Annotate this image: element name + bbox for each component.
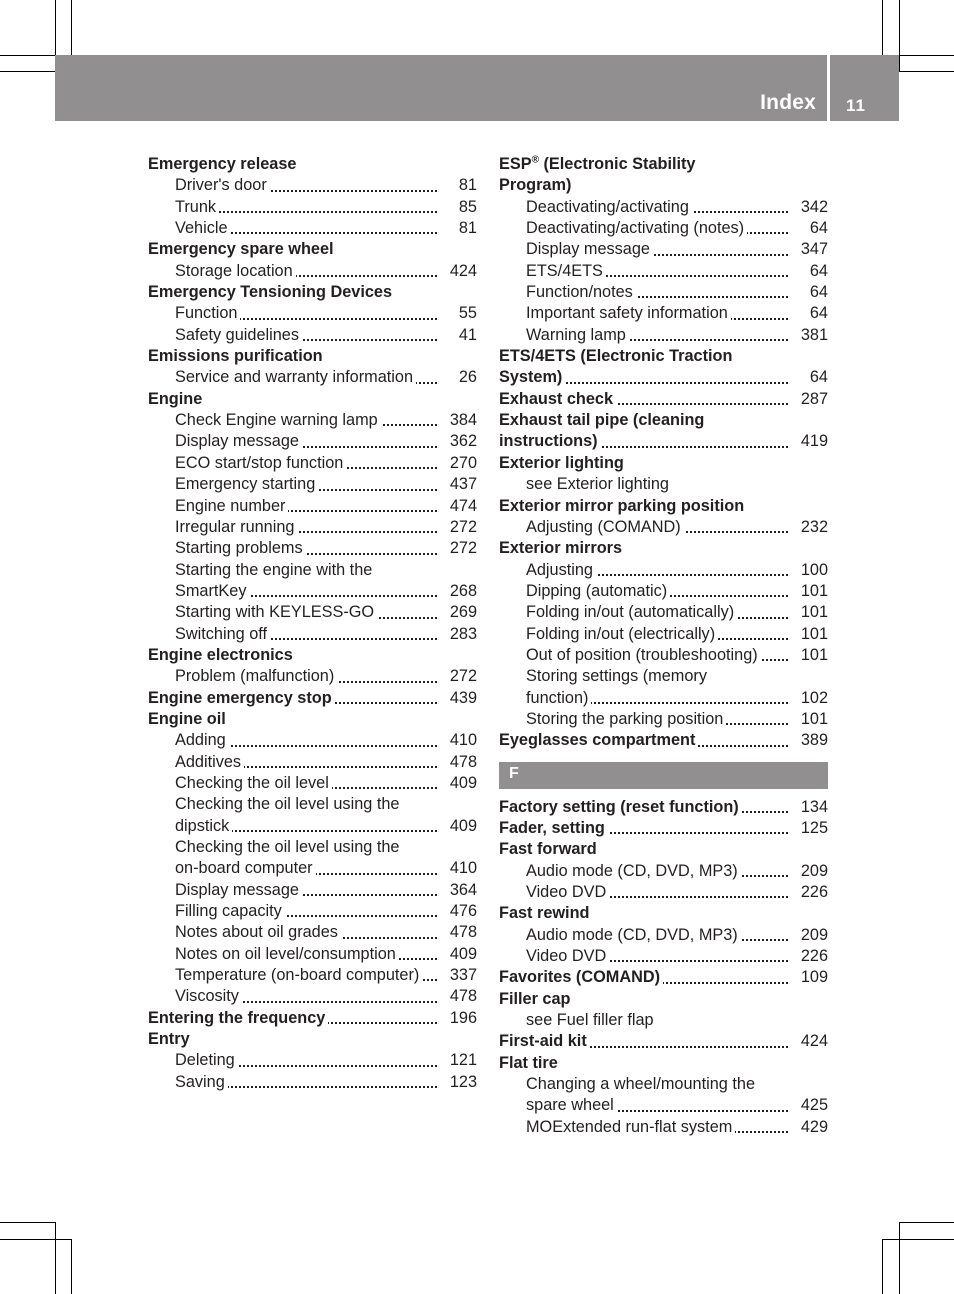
entry-text: ETS/4ETS — [526, 262, 606, 280]
page-reference: 268 — [446, 581, 477, 602]
index-subentry — [499, 303, 828, 324]
entry-text: Program) — [499, 176, 574, 194]
entry-text: Eyeglasses compartment — [499, 731, 698, 749]
entry-text: Fast forward — [499, 840, 600, 858]
entry-text: Function — [175, 304, 240, 322]
entry-text: Starting with KEYLESS-GO — [175, 603, 377, 621]
page-reference: 270 — [446, 453, 477, 474]
page-number-box — [830, 55, 899, 121]
index-entry — [499, 367, 828, 388]
page-reference: 101 — [797, 581, 828, 602]
index-subentry — [499, 925, 828, 946]
index-subentry — [148, 880, 477, 901]
index-subentry — [148, 794, 477, 815]
index-subentry — [499, 282, 828, 303]
index-entry — [148, 154, 477, 175]
index-subentry — [148, 581, 477, 602]
index-subentry — [148, 1050, 477, 1071]
page-reference: 389 — [797, 730, 828, 751]
entry-text: Folding in/out (electrically) — [526, 625, 718, 643]
entry-text: Adding — [175, 731, 229, 749]
page-reference: 474 — [446, 496, 477, 517]
page-reference: 64 — [806, 303, 828, 324]
index-subentry — [148, 816, 477, 837]
index-subentry — [148, 431, 477, 452]
page-reference: 283 — [446, 624, 477, 645]
index-entry — [148, 645, 477, 666]
crop-mark — [882, 1239, 954, 1240]
page-reference: 102 — [797, 688, 828, 709]
index-entry — [499, 410, 828, 431]
entry-text: Deactivating/activating (notes) — [526, 219, 747, 237]
page-reference: 123 — [446, 1072, 477, 1093]
entry-text: Viscosity — [175, 987, 242, 1005]
entry-text: ETS/4ETS (Electronic Traction — [499, 347, 735, 365]
entry-text: Function/notes — [526, 283, 636, 301]
entry-text: Out of position (troubleshooting) — [526, 646, 761, 664]
page-reference: 272 — [446, 517, 477, 538]
page-reference: 287 — [797, 389, 828, 410]
index-subentry — [499, 517, 828, 538]
crop-mark — [882, 1239, 883, 1294]
index-subentry — [148, 730, 477, 751]
page-reference: 381 — [797, 325, 828, 346]
page-reference: 101 — [797, 624, 828, 645]
entry-text: Starting the engine with the — [175, 561, 375, 579]
page-reference: 121 — [446, 1050, 477, 1071]
page-reference: 109 — [797, 967, 828, 988]
crop-mark — [0, 55, 55, 56]
entry-text: on-board computer — [175, 859, 316, 877]
page-reference: 384 — [446, 410, 477, 431]
entry-text: Display message — [526, 240, 653, 258]
index-subentry — [499, 688, 828, 709]
page-reference: 226 — [797, 946, 828, 967]
entry-text: instructions) — [499, 432, 601, 450]
index-subentry — [499, 581, 828, 602]
index-subentry — [148, 538, 477, 559]
entry-text: Notes about oil grades — [175, 923, 341, 941]
entry-text: First-aid kit — [499, 1032, 590, 1050]
page-reference: 439 — [446, 688, 477, 709]
page-header — [55, 55, 827, 121]
page-reference: 64 — [806, 218, 828, 239]
page-reference: 364 — [446, 880, 477, 901]
index-subentry — [148, 965, 477, 986]
page-reference: 409 — [446, 816, 477, 837]
page-reference: 409 — [446, 944, 477, 965]
section-letter: F — [509, 764, 519, 782]
index-entry — [499, 538, 828, 559]
index-entry — [499, 839, 828, 860]
index-subentry — [499, 666, 828, 687]
entry-text: ECO start/stop function — [175, 454, 346, 472]
entry-text: MOExtended run-flat system — [526, 1118, 735, 1136]
entry-text: Display message — [175, 881, 302, 899]
entry-text: System) — [499, 368, 565, 386]
entry-text: Flat tire — [499, 1054, 561, 1072]
index-subentry — [499, 946, 828, 967]
page-reference: 85 — [455, 197, 477, 218]
entry-text: Problem (malfunction) — [175, 667, 337, 685]
index-subentry — [148, 367, 477, 388]
index-subentry — [499, 602, 828, 623]
entry-text: Exhaust check — [499, 390, 616, 408]
entry-text: spare wheel — [526, 1096, 617, 1114]
entry-text: Exterior lighting — [499, 454, 627, 472]
entry-text: Emergency spare wheel — [148, 240, 337, 258]
entry-text: Vehicle — [175, 219, 231, 237]
page-reference: 425 — [797, 1095, 828, 1116]
entry-text: Entry — [148, 1030, 193, 1048]
page-reference: 478 — [446, 922, 477, 943]
page-reference: 134 — [797, 797, 828, 818]
index-subentry — [499, 325, 828, 346]
entry-text: Entering the frequency — [148, 1009, 328, 1027]
index-subentry — [148, 752, 477, 773]
entry-text: Checking the oil level using the — [175, 795, 402, 813]
index-subentry — [148, 944, 477, 965]
page-reference: 337 — [446, 965, 477, 986]
page-reference: 101 — [797, 709, 828, 730]
entry-text: see Exterior lighting — [526, 475, 672, 493]
index-entry — [499, 346, 828, 367]
crop-mark — [899, 55, 954, 56]
crop-mark — [0, 1222, 55, 1223]
index-subentry — [148, 303, 477, 324]
page-number: 11 — [846, 96, 866, 115]
index-entry — [499, 1053, 828, 1074]
page-reference: 81 — [455, 218, 477, 239]
entry-text: Adjusting — [526, 561, 596, 579]
entry-text: Factory setting (reset function) — [499, 798, 742, 816]
page-reference: 64 — [806, 367, 828, 388]
index-subentry — [148, 218, 477, 239]
entry-text: Audio mode (CD, DVD, MP3) — [526, 926, 741, 944]
index-subentry — [148, 474, 477, 495]
crop-mark — [882, 0, 883, 55]
page-reference: 101 — [797, 602, 828, 623]
entry-text: Notes on oil level/consumption — [175, 945, 399, 963]
page-reference: 41 — [455, 325, 477, 346]
entry-text: Trunk — [175, 198, 219, 216]
page-reference: 101 — [797, 645, 828, 666]
entry-text: Starting problems — [175, 539, 306, 557]
section-header — [499, 762, 828, 789]
index-subentry — [148, 517, 477, 538]
index-entry — [499, 989, 828, 1010]
index-subentry — [148, 410, 477, 431]
entry-text: Storage location — [175, 262, 296, 280]
entry-text: Driver's door — [175, 176, 270, 194]
index-subentry — [148, 922, 477, 943]
entry-text: Check Engine warning lamp — [175, 411, 381, 429]
index-entry — [499, 389, 828, 410]
page-reference: 362 — [446, 431, 477, 452]
entry-text: Storing the parking position — [526, 710, 726, 728]
index-entry — [148, 239, 477, 260]
index-subentry — [148, 901, 477, 922]
page-reference: 410 — [446, 858, 477, 879]
entry-text: Dipping (automatic) — [526, 582, 670, 600]
page-reference: 55 — [455, 303, 477, 324]
entry-text: Emergency Tensioning Devices — [148, 283, 395, 301]
page-reference: 476 — [446, 901, 477, 922]
index-entry — [148, 1008, 477, 1029]
entry-text: Saving — [175, 1073, 228, 1091]
index-subentry — [499, 261, 828, 282]
index-subentry — [499, 1095, 828, 1116]
index-subentry — [148, 858, 477, 879]
page-reference: 196 — [446, 1008, 477, 1029]
index-column-left — [148, 154, 477, 1093]
page-reference: 410 — [446, 730, 477, 751]
page-reference: 269 — [446, 602, 477, 623]
entry-text: Engine emergency stop — [148, 689, 335, 707]
entry-text: dipstick — [175, 817, 232, 835]
crop-mark — [71, 1239, 72, 1294]
entry-text: Engine number — [175, 497, 288, 515]
page-title: Index — [760, 91, 816, 114]
entry-text: Checking the oil level using the — [175, 838, 402, 856]
page-reference: 272 — [446, 666, 477, 687]
index-subentry — [148, 197, 477, 218]
crop-mark — [55, 1222, 56, 1294]
index-subentry — [499, 624, 828, 645]
crop-mark — [899, 0, 900, 71]
page-reference: 64 — [806, 261, 828, 282]
entry-text: Fader, setting — [499, 819, 608, 837]
index-entry — [499, 431, 828, 452]
entry-text: Filler cap — [499, 990, 574, 1008]
index-entry — [499, 730, 828, 751]
crop-mark — [899, 1222, 954, 1223]
index-subentry — [148, 496, 477, 517]
entry-text: Safety guidelines — [175, 326, 302, 344]
crop-mark — [899, 1222, 900, 1294]
entry-text: Filling capacity — [175, 902, 285, 920]
index-subentry — [148, 453, 477, 474]
index-subentry — [499, 1074, 828, 1095]
index-subentry — [499, 218, 828, 239]
index-entry — [499, 175, 828, 196]
entry-text: SmartKey — [175, 582, 249, 600]
index-subentry — [148, 560, 477, 581]
crop-mark — [71, 0, 72, 55]
index-subentry — [148, 602, 477, 623]
page-reference: 437 — [446, 474, 477, 495]
index-entry — [499, 967, 828, 988]
index-entry — [148, 389, 477, 410]
index-entry — [499, 903, 828, 924]
index-entry — [499, 154, 828, 175]
index-entry — [148, 688, 477, 709]
entry-text: Fast rewind — [499, 904, 592, 922]
index-entry — [499, 797, 828, 818]
entry-text: Engine electronics — [148, 646, 296, 664]
entry-text: Emergency starting — [175, 475, 318, 493]
index-entry — [499, 1031, 828, 1052]
entry-text: Irregular running — [175, 518, 297, 536]
entry-text: Additives — [175, 753, 244, 771]
index-entry — [499, 818, 828, 839]
index-entry — [499, 496, 828, 517]
page-reference: 478 — [446, 752, 477, 773]
entry-text: Emissions purification — [148, 347, 326, 365]
entry-text: Checking the oil level — [175, 774, 332, 792]
page-reference: 64 — [806, 282, 828, 303]
page-reference: 209 — [797, 861, 828, 882]
entry-text: Deactivating/activating — [526, 198, 692, 216]
index-subentry — [148, 666, 477, 687]
index-subentry — [499, 645, 828, 666]
entry-text: Video DVD — [526, 947, 609, 965]
page-reference: 226 — [797, 882, 828, 903]
crop-mark — [0, 1239, 71, 1240]
entry-text: Service and warranty information — [175, 368, 416, 386]
index-subentry — [148, 261, 477, 282]
entry-text: Temperature (on-board computer) — [175, 966, 422, 984]
index-column-right — [499, 154, 828, 1138]
index-subentry — [499, 861, 828, 882]
page-reference: 347 — [797, 239, 828, 260]
entry-text: Storing settings (memory — [526, 667, 710, 685]
index-subentry — [148, 1072, 477, 1093]
page-reference: 81 — [455, 175, 477, 196]
page-reference: 272 — [446, 538, 477, 559]
page-reference: 26 — [455, 367, 477, 388]
page-reference: 424 — [797, 1031, 828, 1052]
index-subentry — [148, 325, 477, 346]
entry-text: Video DVD — [526, 883, 609, 901]
index-subentry — [499, 197, 828, 218]
entry-text: Emergency release — [148, 155, 299, 173]
entry-text: see Fuel filler flap — [526, 1011, 657, 1029]
index-subentry — [148, 837, 477, 858]
entry-text: Exterior mirror parking position — [499, 497, 747, 515]
index-entry — [148, 1029, 477, 1050]
page-reference: 342 — [797, 197, 828, 218]
page-reference: 419 — [797, 431, 828, 452]
entry-text: Engine oil — [148, 710, 229, 728]
page-reference: 100 — [797, 560, 828, 581]
index-entry — [148, 346, 477, 367]
entry-text: Display message — [175, 432, 302, 450]
entry-text: Switching off — [175, 625, 270, 643]
index-subentry — [499, 239, 828, 260]
entry-text: Favorites (COMAND) — [499, 968, 663, 986]
entry-text: ESP® (Electronic Stability — [499, 155, 699, 173]
entry-text: Engine — [148, 390, 205, 408]
entry-text: Important safety information — [526, 304, 731, 322]
entry-text: Deleting — [175, 1051, 238, 1069]
index-subentry — [499, 1117, 828, 1138]
crop-mark — [899, 71, 954, 72]
index-subentry — [148, 773, 477, 794]
crop-mark — [55, 0, 56, 55]
entry-text: Warning lamp — [526, 326, 629, 344]
page-reference: 409 — [446, 773, 477, 794]
entry-text: Audio mode (CD, DVD, MP3) — [526, 862, 741, 880]
index-entry — [148, 709, 477, 730]
index-subentry — [148, 175, 477, 196]
page-reference: 125 — [797, 818, 828, 839]
entry-text: Changing a wheel/mounting the — [526, 1075, 758, 1093]
page-reference: 232 — [797, 517, 828, 538]
index-subentry — [148, 986, 477, 1007]
entry-text: function) — [526, 689, 591, 707]
entry-text: Exhaust tail pipe (cleaning — [499, 411, 707, 429]
index-subentry — [499, 709, 828, 730]
entry-text: Adjusting (COMAND) — [526, 518, 684, 536]
page-reference: 429 — [797, 1117, 828, 1138]
entry-text: Exterior mirrors — [499, 539, 625, 557]
index-entry — [148, 282, 477, 303]
page-reference: 424 — [446, 261, 477, 282]
page-reference: 209 — [797, 925, 828, 946]
index-subentry — [499, 560, 828, 581]
index-subentry — [499, 474, 828, 495]
entry-text: Folding in/out (automatically) — [526, 603, 737, 621]
crop-mark — [0, 71, 55, 72]
index-subentry — [148, 624, 477, 645]
index-subentry — [499, 882, 828, 903]
index-subentry — [499, 1010, 828, 1031]
page-reference: 478 — [446, 986, 477, 1007]
index-entry — [499, 453, 828, 474]
